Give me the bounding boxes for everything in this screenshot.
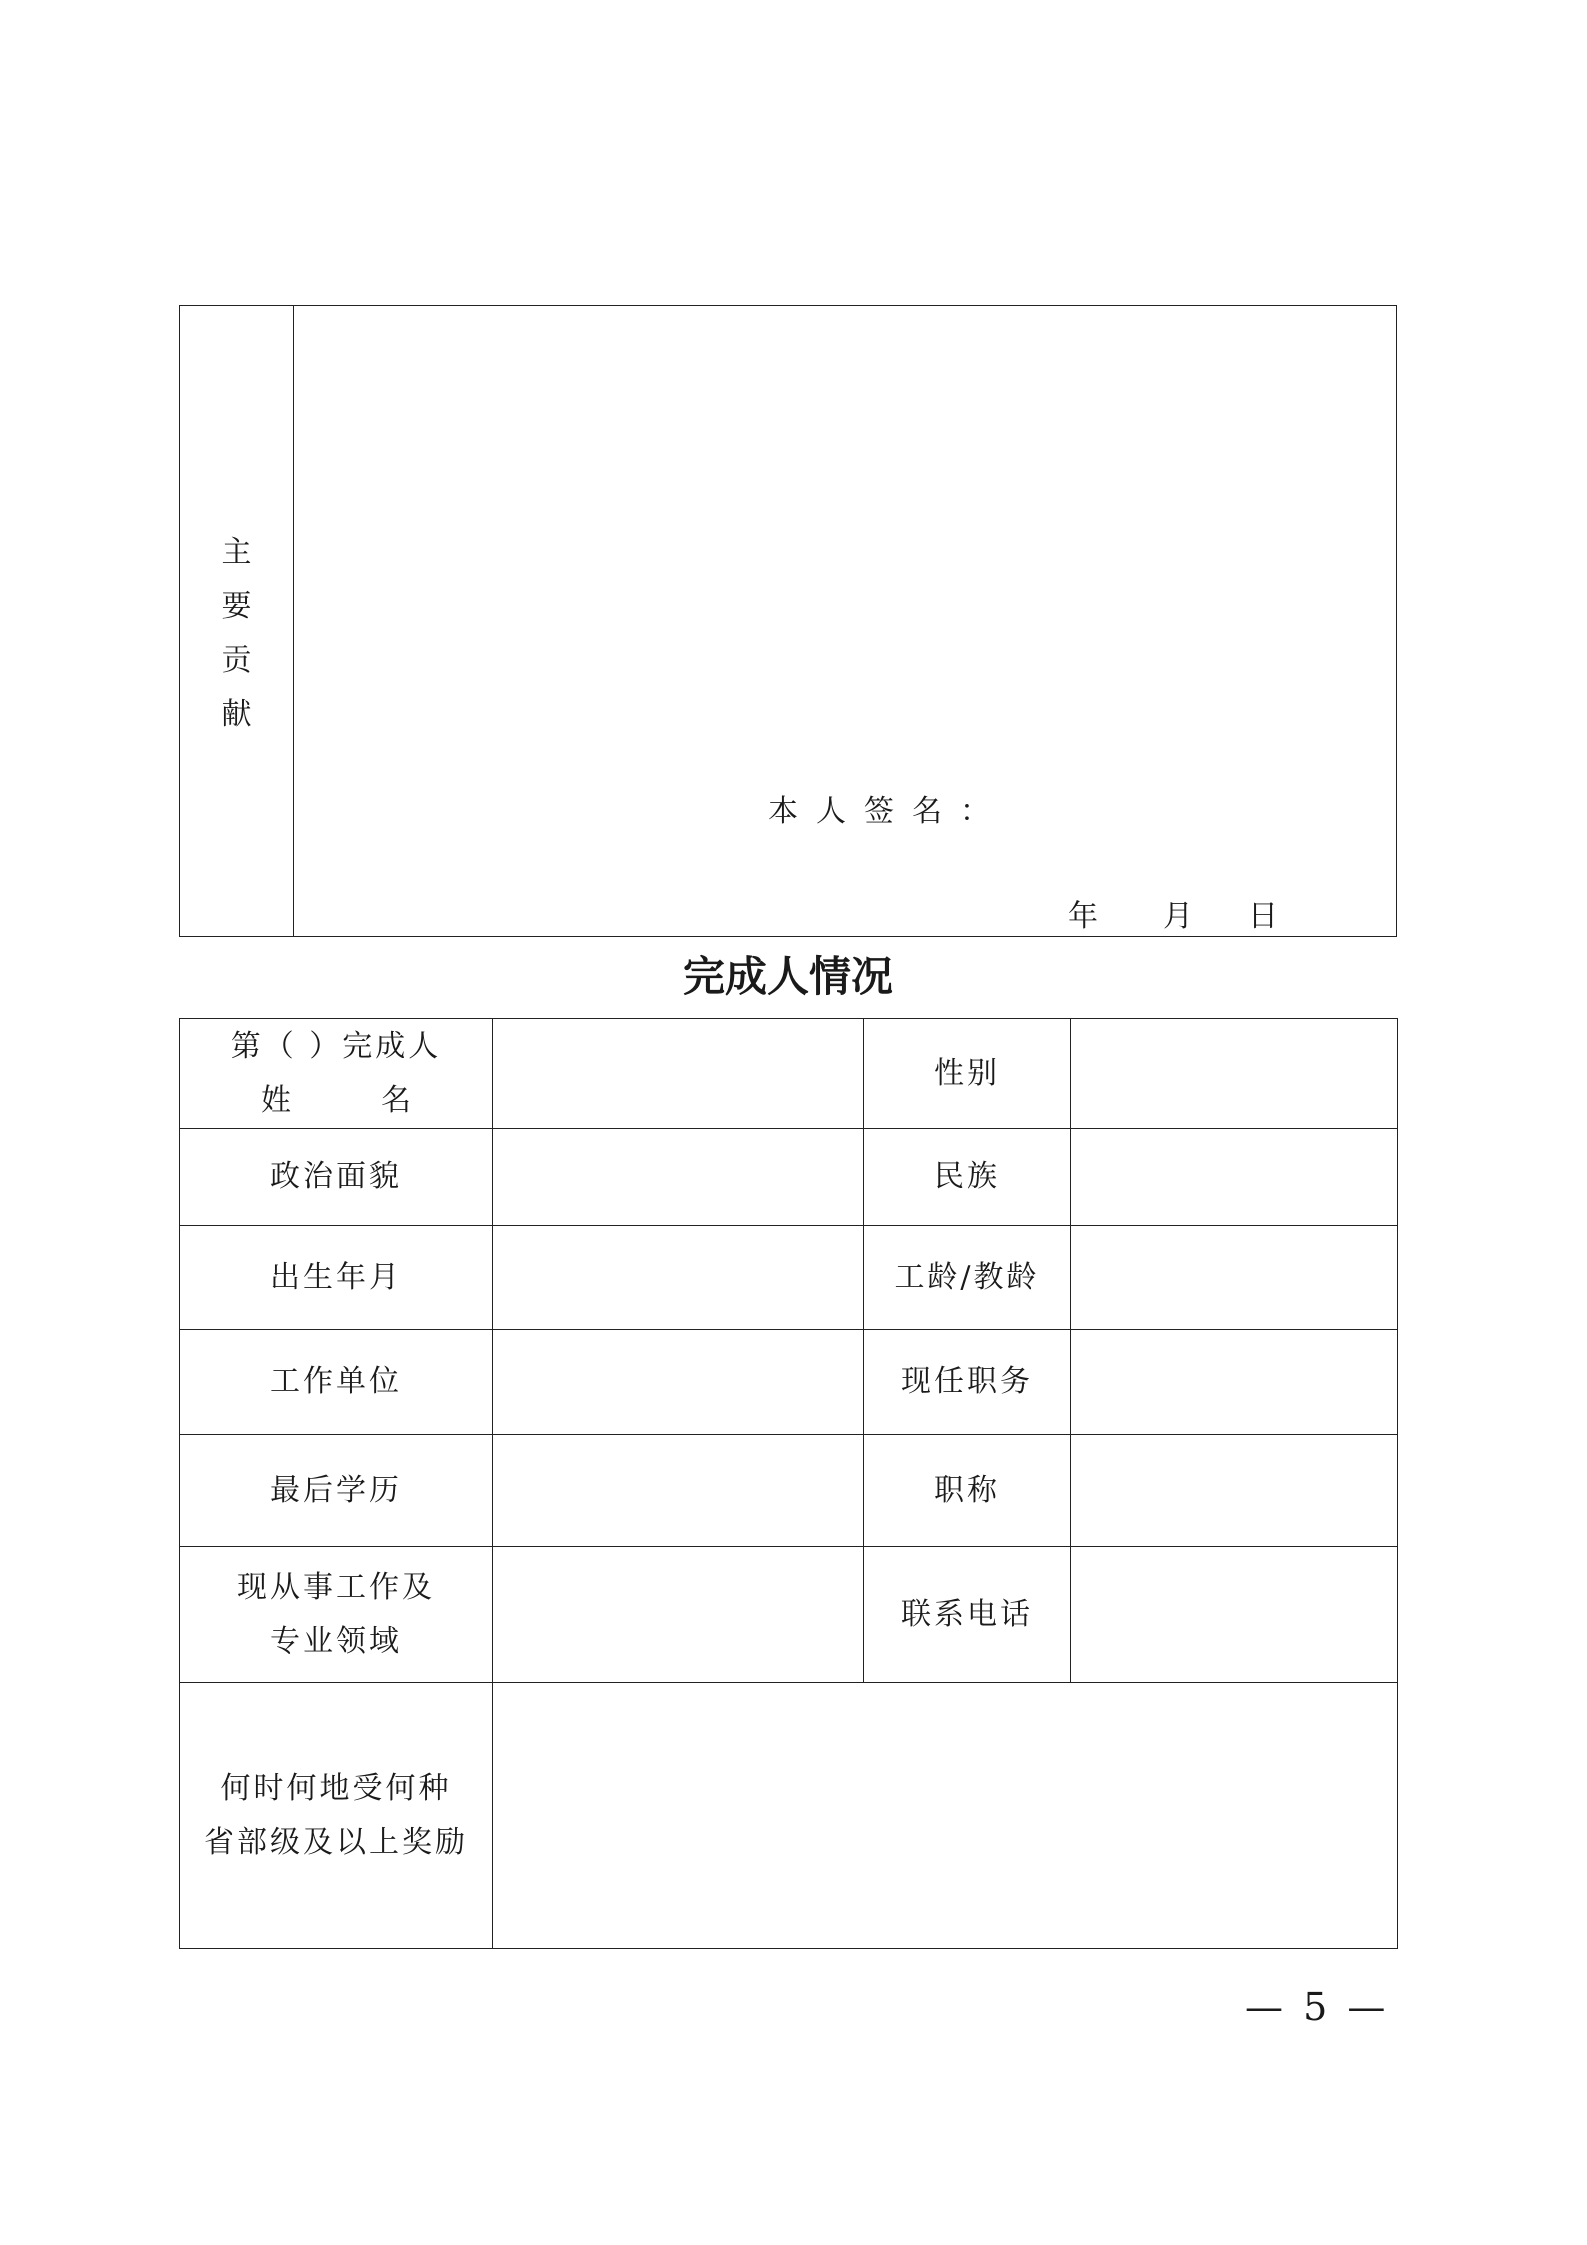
table-row	[180, 1547, 1398, 1683]
table-row	[180, 1683, 1398, 1949]
title-input-cell[interactable]	[1071, 1435, 1398, 1547]
label-char: 要	[221, 589, 252, 624]
page-number: — 5 —	[1245, 1985, 1390, 2029]
field-input-cell[interactable]	[493, 1547, 864, 1683]
ethnicity-input-cell[interactable]	[1071, 1129, 1398, 1226]
name-label-cell	[180, 1019, 493, 1129]
completer-info-table	[179, 1018, 1398, 1949]
field-label-line2: 专业领域	[270, 1623, 402, 1659]
label-char: 主	[221, 535, 252, 570]
gender-input-cell[interactable]	[1071, 1019, 1398, 1129]
education-label-cell: 最后学历	[180, 1435, 493, 1547]
main-contribution-label-column	[180, 306, 294, 936]
awards-label-line2: 省部级及以上奖励	[204, 1824, 468, 1860]
section-title: 完成人情况	[682, 952, 893, 1001]
employer-label-cell: 工作单位	[180, 1330, 493, 1435]
employer-input-cell[interactable]	[493, 1330, 864, 1435]
date-month-label: 月	[1163, 899, 1193, 934]
awards-label-cell	[180, 1683, 493, 1949]
education-input-cell[interactable]	[493, 1435, 864, 1547]
political-label-cell: 政治面貌	[180, 1129, 493, 1226]
title-label-cell: 职称	[864, 1435, 1071, 1547]
table-row	[180, 1435, 1398, 1547]
awards-label-line1: 何时何地受何种	[220, 1770, 452, 1806]
table-row	[180, 1330, 1398, 1435]
name-label-line1: 第（ ）完成人	[230, 1028, 442, 1064]
signature-label[interactable]: 本人签名：	[768, 794, 1008, 829]
name-label-line2	[180, 1074, 492, 1128]
seniority-label-cell: 工龄/教龄	[864, 1226, 1071, 1330]
gender-label-cell: 性别	[864, 1019, 1071, 1129]
phone-label-cell: 联系电话	[864, 1547, 1071, 1683]
field-label-cell	[180, 1547, 493, 1683]
date-day-label: 日	[1248, 899, 1278, 934]
main-contribution-label	[180, 526, 293, 742]
table-row	[180, 1129, 1398, 1226]
table-row	[180, 1019, 1398, 1129]
date-year-label: 年	[1068, 899, 1098, 934]
label-char: 贡	[221, 643, 252, 678]
name-input-cell[interactable]	[493, 1019, 864, 1129]
table-row	[180, 1226, 1398, 1330]
position-input-cell[interactable]	[1071, 1330, 1398, 1435]
field-label-line1: 现从事工作及	[237, 1569, 435, 1605]
name-label-char-a: 姓	[261, 1082, 291, 1118]
birth-input-cell[interactable]	[493, 1226, 864, 1330]
ethnicity-label-cell: 民族	[864, 1129, 1071, 1226]
awards-input-cell[interactable]	[493, 1683, 1398, 1949]
name-label-char-b: 名	[381, 1082, 411, 1118]
birth-label-cell: 出生年月	[180, 1226, 493, 1330]
main-contribution-box	[179, 305, 1397, 937]
position-label-cell: 现任职务	[864, 1330, 1071, 1435]
seniority-input-cell[interactable]	[1071, 1226, 1398, 1330]
phone-input-cell[interactable]	[1071, 1547, 1398, 1683]
signature-date[interactable]	[1068, 891, 1278, 935]
political-input-cell[interactable]	[493, 1129, 864, 1226]
label-char: 献	[221, 697, 252, 732]
